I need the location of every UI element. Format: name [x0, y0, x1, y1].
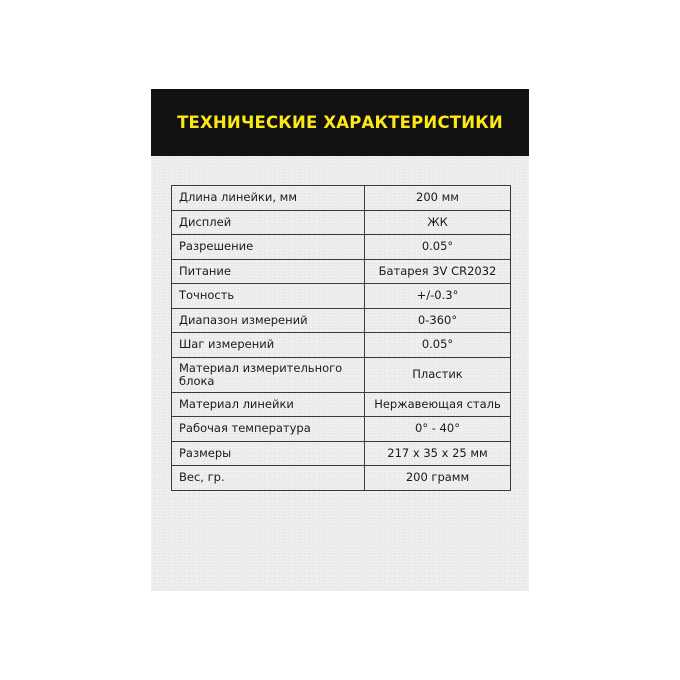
- param-name: Разрешение: [172, 235, 365, 260]
- table-row: [172, 466, 511, 491]
- param-value: 0-360°: [365, 308, 511, 333]
- spec-card: [151, 89, 529, 591]
- table-row: [172, 441, 511, 466]
- table-row: [172, 357, 511, 392]
- param-name: Шаг измерений: [172, 333, 365, 358]
- table-row: [172, 210, 511, 235]
- param-value: 217 x 35 x 25 мм: [365, 441, 511, 466]
- param-name: Точность: [172, 284, 365, 309]
- table-row: [172, 333, 511, 358]
- param-name: Вес, гр.: [172, 466, 365, 491]
- param-value: 200 мм: [365, 186, 511, 211]
- param-name: Диапазон измерений: [172, 308, 365, 333]
- table-row: [172, 417, 511, 442]
- param-value: +/-0.3°: [365, 284, 511, 309]
- param-name: Дисплей: [172, 210, 365, 235]
- table-row: [172, 284, 511, 309]
- param-value: ЖК: [365, 210, 511, 235]
- param-value: 0.05°: [365, 333, 511, 358]
- table-row: [172, 392, 511, 417]
- table-row: [172, 235, 511, 260]
- param-value: Пластик: [365, 357, 511, 392]
- param-value: 0° - 40°: [365, 417, 511, 442]
- table-row: [172, 308, 511, 333]
- param-name: Размеры: [172, 441, 365, 466]
- table-row: [172, 186, 511, 211]
- param-value: Нержавеющая сталь: [365, 392, 511, 417]
- param-value: 0.05°: [365, 235, 511, 260]
- param-name: Питание: [172, 259, 365, 284]
- page-title: ТЕХНИЧЕСКИЕ ХАРАКТЕРИСТИКИ: [177, 113, 503, 132]
- param-name: Рабочая температура: [172, 417, 365, 442]
- param-name: Материал линейки: [172, 392, 365, 417]
- param-value: Батарея 3V CR2032: [365, 259, 511, 284]
- param-value: 200 грамм: [365, 466, 511, 491]
- header-banner: [151, 89, 529, 156]
- specs-table: [171, 185, 511, 491]
- table-row: [172, 259, 511, 284]
- param-name: Длина линейки, мм: [172, 186, 365, 211]
- param-name: Материал измерительного блока: [172, 357, 365, 392]
